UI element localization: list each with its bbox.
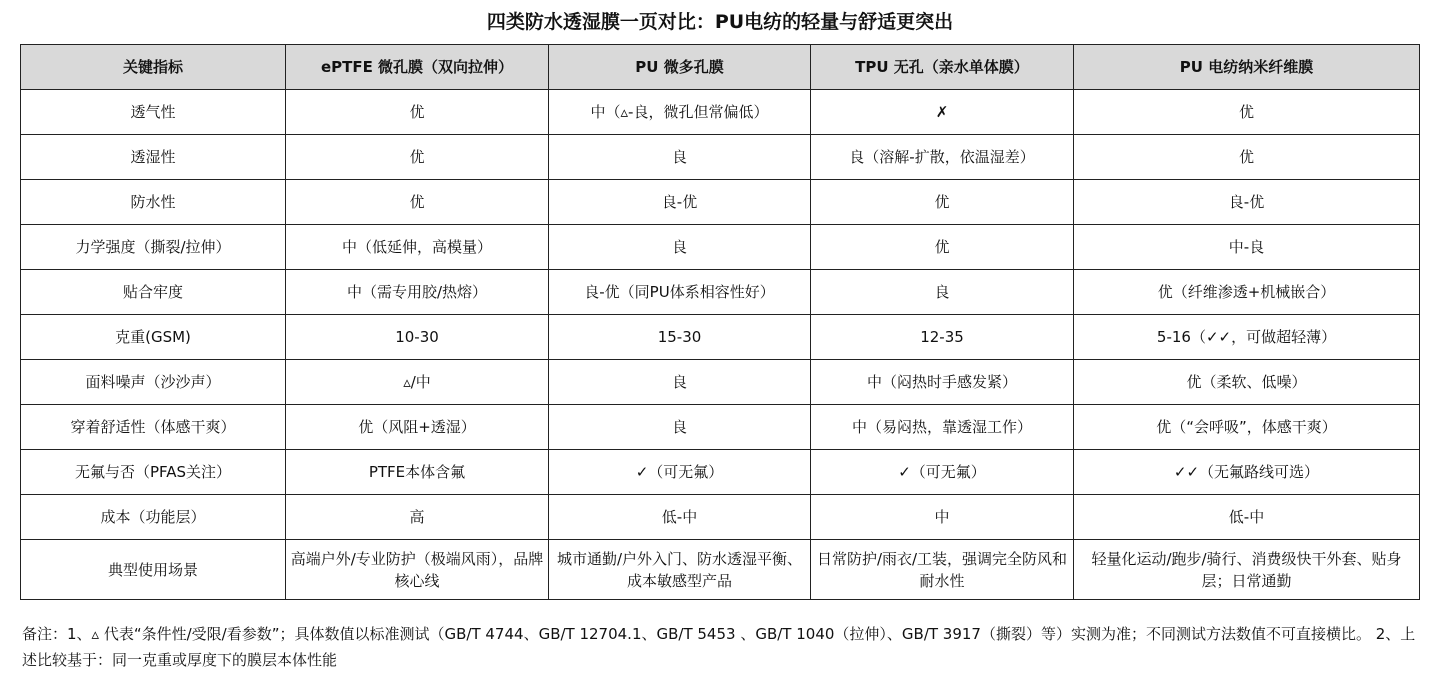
table-row bbox=[21, 405, 1420, 450]
table-cell: 优（“会呼吸”，体感干爽） bbox=[1074, 405, 1420, 450]
table-cell: 良-优 bbox=[549, 180, 811, 225]
table-cell: 高 bbox=[286, 495, 549, 540]
table-cell: 优 bbox=[286, 135, 549, 180]
table-row bbox=[21, 135, 1420, 180]
table-cell: 优 bbox=[286, 90, 549, 135]
comparison-table bbox=[20, 44, 1420, 600]
table-cell: 良（溶解-扩散，依温湿差） bbox=[811, 135, 1074, 180]
table-cell: 中（▵-良，微孔但常偏低） bbox=[549, 90, 811, 135]
table-cell: ✓（可无氟） bbox=[811, 450, 1074, 495]
table-cell: 10-30 bbox=[286, 315, 549, 360]
row-label: 穿着舒适性（体感干爽） bbox=[21, 405, 286, 450]
column-header: ePTFE 微孔膜（双向拉伸） bbox=[286, 45, 549, 90]
table-row bbox=[21, 495, 1420, 540]
row-label: 透湿性 bbox=[21, 135, 286, 180]
column-header: 关键指标 bbox=[21, 45, 286, 90]
table-cell: ✓✓（无氟路线可选） bbox=[1074, 450, 1420, 495]
table-cell: 优（风阻+透湿） bbox=[286, 405, 549, 450]
row-label: 克重(GSM) bbox=[21, 315, 286, 360]
row-label: 无氟与否（PFAS关注） bbox=[21, 450, 286, 495]
table-cell: 良-优 bbox=[1074, 180, 1420, 225]
table-cell: 良 bbox=[549, 360, 811, 405]
table-cell: 日常防护/雨衣/工装，强调完全防风和耐水性 bbox=[811, 540, 1074, 600]
table-cell: 5-16（✓✓，可做超轻薄） bbox=[1074, 315, 1420, 360]
table-cell: 良 bbox=[549, 405, 811, 450]
table-cell: 优 bbox=[1074, 135, 1420, 180]
table-row bbox=[21, 450, 1420, 495]
table-cell: 中-良 bbox=[1074, 225, 1420, 270]
table-row bbox=[21, 270, 1420, 315]
table-row bbox=[21, 315, 1420, 360]
table-header-row bbox=[21, 45, 1420, 90]
column-header: PU 微多孔膜 bbox=[549, 45, 811, 90]
table-cell: 中 bbox=[811, 495, 1074, 540]
footnote: 备注：1、▵ 代表“条件性/受限/看参数”；具体数值以标准测试（GB/T 4744、GB/T 12704.1、GB/T 5453 、GB/T 1040（拉伸）、GB/T 3917（撕裂）等）实测为准；不同测试方法数值不可直接横比。 2、上述比较基于：同一克重或厚度下的膜层本体性能 bbox=[22, 625, 1416, 669]
table-cell: PTFE本体含氟 bbox=[286, 450, 549, 495]
row-label: 成本（功能层） bbox=[21, 495, 286, 540]
table-cell: 中（易闷热，靠透湿工作） bbox=[811, 405, 1074, 450]
table-row bbox=[21, 360, 1420, 405]
row-label: 贴合牢度 bbox=[21, 270, 286, 315]
table-cell: 优 bbox=[1074, 90, 1420, 135]
page-title: 四类防水透湿膜一页对比：PU电纺的轻量与舒适更突出 bbox=[486, 11, 954, 33]
table-cell: 城市通勤/户外入门、防水透湿平衡、成本敏感型产品 bbox=[549, 540, 811, 600]
row-label: 透气性 bbox=[21, 90, 286, 135]
table-cell: 高端户外/专业防护（极端风雨），品牌核心线 bbox=[286, 540, 549, 600]
table-row bbox=[21, 180, 1420, 225]
table-row bbox=[21, 225, 1420, 270]
table-cell: 优 bbox=[286, 180, 549, 225]
table-cell: 良 bbox=[811, 270, 1074, 315]
table-cell: ✗ bbox=[811, 90, 1074, 135]
table-cell: 优（柔软、低噪） bbox=[1074, 360, 1420, 405]
table-cell: ✓（可无氟） bbox=[549, 450, 811, 495]
table-cell: 中（闷热时手感发紧） bbox=[811, 360, 1074, 405]
row-label: 防水性 bbox=[21, 180, 286, 225]
table-cell: 良 bbox=[549, 135, 811, 180]
table-cell: 良 bbox=[549, 225, 811, 270]
table-cell: 中（需专用胶/热熔） bbox=[286, 270, 549, 315]
table-cell: 优 bbox=[811, 225, 1074, 270]
table-cell: 低-中 bbox=[549, 495, 811, 540]
row-label: 力学强度（撕裂/拉伸） bbox=[21, 225, 286, 270]
table-row bbox=[21, 540, 1420, 600]
row-label: 典型使用场景 bbox=[21, 540, 286, 600]
table-cell: 低-中 bbox=[1074, 495, 1420, 540]
table-cell: 15-30 bbox=[549, 315, 811, 360]
table-cell: 轻量化运动/跑步/骑行、消费级快干外套、贴身层；日常通勤 bbox=[1074, 540, 1420, 600]
table-cell: ▵/中 bbox=[286, 360, 549, 405]
table-cell: 优（纤维渗透+机械嵌合） bbox=[1074, 270, 1420, 315]
table-cell: 12-35 bbox=[811, 315, 1074, 360]
column-header: PU 电纺纳米纤维膜 bbox=[1074, 45, 1420, 90]
column-header: TPU 无孔（亲水单体膜） bbox=[811, 45, 1074, 90]
row-label: 面料噪声（沙沙声） bbox=[21, 360, 286, 405]
table-cell: 良-优（同PU体系相容性好） bbox=[549, 270, 811, 315]
table-cell: 中（低延伸，高模量） bbox=[286, 225, 549, 270]
table-cell: 优 bbox=[811, 180, 1074, 225]
table-row bbox=[21, 90, 1420, 135]
